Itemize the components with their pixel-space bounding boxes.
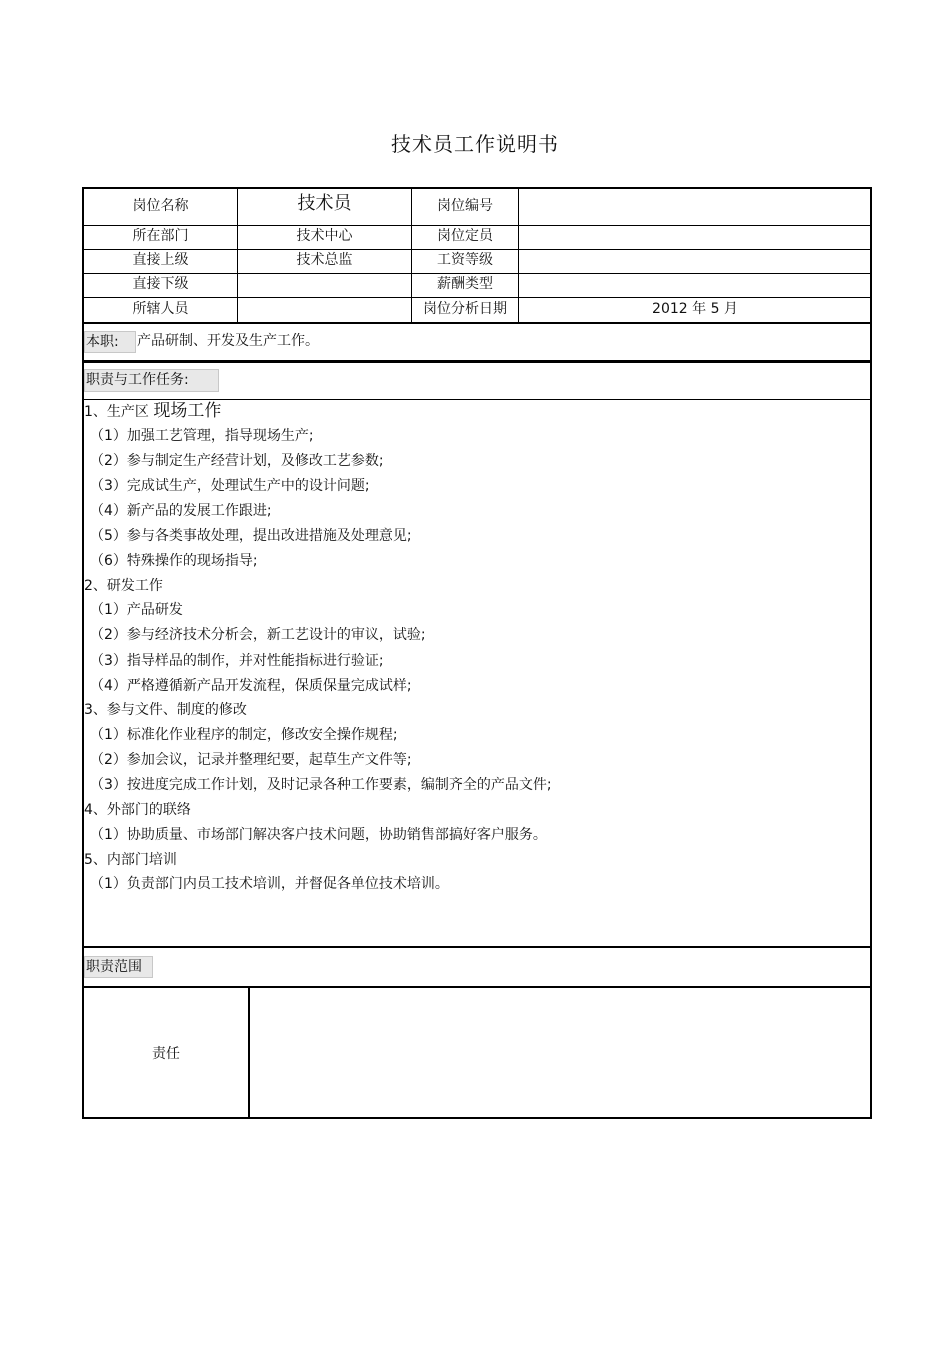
- task-item: （5）参与各类事故处理，提出改进措施及处理意见;: [90, 528, 412, 544]
- task-item: （1）负责部门内员工技术培训，并督促各单位技术培训。: [90, 876, 449, 892]
- task-heading-1-suffix: 现场工作: [153, 401, 222, 421]
- duty-text: 产品研制、开发及生产工作。: [137, 333, 319, 349]
- tasks-label: 职责与工作任务:: [84, 369, 219, 392]
- value-supervisor: 技术总监: [296, 252, 353, 268]
- task-item: （1）产品研发: [90, 602, 183, 618]
- task-item: （2）参加会议，记录并整理纪要，起草生产文件等;: [90, 752, 412, 768]
- task-item: （3）按进度完成工作计划，及时记录各种工作要素，编制齐全的产品文件;: [90, 777, 552, 793]
- label-analysis-date: 岗位分析日期: [423, 301, 507, 317]
- scope-divider: [248, 987, 250, 1118]
- scope-label: 职责范围: [84, 956, 153, 978]
- label-position-code: 岗位编号: [437, 198, 493, 214]
- task-item: （2）参与经济技术分析会，新工艺设计的审议，试验;: [90, 627, 426, 643]
- task-heading-4: 4、外部门的联络: [84, 802, 191, 818]
- label-department: 所在部门: [132, 228, 189, 244]
- task-item: （1）加强工艺管理，指导现场生产;: [90, 428, 314, 444]
- task-item: （4）新产品的发展工作跟进;: [90, 503, 272, 519]
- task-item: （3）完成试生产，处理试生产中的设计问题;: [90, 478, 370, 494]
- task-heading-2: 2、研发工作: [84, 578, 163, 594]
- label-salary-grade: 工资等级: [437, 252, 493, 268]
- value-department: 技术中心: [296, 228, 353, 244]
- task-heading-1-prefix: 1、生产区: [84, 404, 149, 420]
- duty-label: 本职:: [84, 331, 136, 353]
- label-pay-type: 薪酬类型: [437, 276, 493, 292]
- row-divider: [83, 297, 871, 298]
- row-divider: [83, 225, 871, 226]
- tasks-header-divider: [83, 399, 871, 400]
- task-heading-5: 5、内部门培训: [84, 852, 177, 868]
- label-subordinate: 直接下级: [132, 276, 189, 292]
- value-analysis-date: 2012 年 5 月: [652, 301, 738, 317]
- task-item: （4）严格遵循新产品开发流程，保质保量完成试样;: [90, 678, 412, 694]
- value-position-name: 技术员: [297, 193, 352, 214]
- task-item: （1）标准化作业程序的制定，修改安全操作规程;: [90, 727, 398, 743]
- label-supervisor: 直接上级: [132, 252, 189, 268]
- responsibility-label: 责任: [152, 1046, 180, 1062]
- scope-header: [82, 946, 872, 988]
- row-divider: [83, 273, 871, 274]
- task-item: （1）协助质量、市场部门解决客户技术问题，协助销售部搞好客户服务。: [90, 827, 547, 843]
- label-headcount: 岗位定员: [437, 228, 493, 244]
- task-heading-3: 3、参与文件、制度的修改: [84, 702, 247, 718]
- task-item: （3）指导样品的制作，并对性能指标进行验证;: [90, 653, 384, 669]
- row-divider: [83, 249, 871, 250]
- label-position-name: 岗位名称: [132, 198, 189, 214]
- task-item: （6）特殊操作的现场指导;: [90, 553, 258, 569]
- task-heading-1: [84, 403, 221, 420]
- label-staff: 所辖人员: [132, 301, 189, 317]
- task-item: （2）参与制定生产经营计划，及修改工艺参数;: [90, 453, 384, 469]
- page-title: 技术员工作说明书: [391, 132, 559, 156]
